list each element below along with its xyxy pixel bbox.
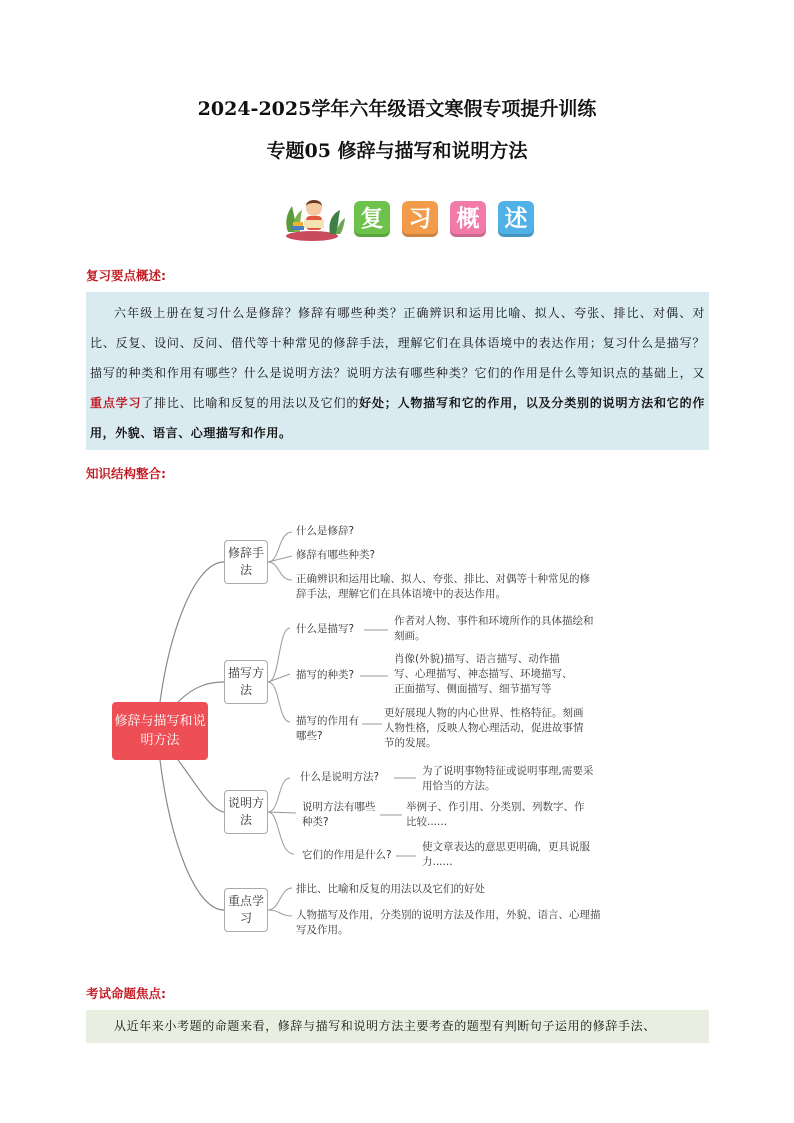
focus-item-2: 人物描写及作用，分类别的说明方法及作用，外貌、语言、心理描写及作用。 (296, 909, 601, 936)
explanation-a2: 举例子、作引用、分类别、列数字、作比较...... (406, 801, 585, 828)
branch-rhetoric: 修辞手法 (224, 540, 268, 584)
tile-fu: 复 (354, 201, 390, 237)
rhetoric-item-3: 正确辨识和运用比喻、拟人、夸张、排比、对偶等十种常见的修辞手法，理解它们在具体语境中的表达作用。 (296, 573, 590, 600)
focus-item-1: 排比、比喻和反复的用法以及它们的好处 (296, 883, 485, 895)
description-q2: 描写的种类? (296, 669, 355, 681)
mindmap-root: 修辞与描写和说明方法 (112, 702, 208, 760)
summary-bold-2: 人物描写 (397, 396, 449, 410)
explanation-q2: 说明方法有哪些种类? (302, 801, 376, 828)
summary-text-3: ； (384, 396, 398, 410)
explanation-a1: 为了说明事物特征或说明事理,需要采用恰当的方法。 (422, 765, 594, 792)
branch-focus: 重点学习 (224, 888, 268, 932)
review-summary-paragraph (90, 298, 705, 448)
tile-shu: 述 (498, 201, 534, 237)
tile-gai: 概 (450, 201, 486, 237)
summary-bold-1: 好处 (359, 396, 385, 410)
exam-focus-text: 从近年来小考题的命题来看，修辞与描写和说明方法主要考查的题型有判断句子运用的修辞手法、 (114, 1019, 656, 1033)
summary-text-5: 的说明方法和它的作用，外貌、语言、心理描写和作用。 (90, 396, 705, 440)
description-a3: 更好展现人物的内心世界、性格特征。刻画人物性格，反映人物心理活动，促进故事情节的发展。 (384, 707, 584, 749)
description-a1: 作者对人物、事件和环境所作的具体描绘和刻画。 (394, 615, 594, 642)
rhetoric-item-2: 修辞有哪些种类? (296, 549, 376, 561)
review-summary-box (86, 292, 709, 450)
description-a2: 肖像(外貌)描写、语言描写、动作描写、心理描写、神态描写、环境描写、正面描写、侧面描写、细节描写等 (394, 653, 573, 695)
review-banner (282, 192, 542, 242)
document-subtitle: 专题05 修辞与描写和说明方法 (266, 140, 528, 162)
branch-description: 描写方法 (224, 660, 268, 704)
tile-xi: 习 (402, 201, 438, 237)
document-title: 2024-2025学年六年级语文寒假专项提升训练 (197, 98, 597, 120)
description-q3: 描写的作用有哪些? (296, 715, 359, 742)
explanation-a3: 使文章表达的意思更明确，更具说服力...... (422, 841, 590, 868)
section-review-label: 复习要点概述: (86, 268, 166, 283)
summary-text-2: 了排比、比喻和反复的用法以及它们的 (141, 396, 360, 410)
summary-bold-3: 分类别 (551, 396, 590, 410)
summary-highlight: 重点学习 (90, 396, 142, 410)
rhetoric-item-1: 什么是修辞? (296, 525, 355, 537)
summary-text-4: 和它的作用，以及 (448, 396, 552, 410)
explanation-q1: 什么是说明方法? (300, 771, 380, 783)
summary-text-1: 六年级上册在复习什么是修辞？修辞有哪些种类？正确辨识和运用比喻、拟人、夸张、排比、对偶、对比、反复、设问、反问、借代等十种常见的修辞手法，理解它们在具体语境中的表达作用；复习什么是描写？描写的种类和作用有哪些？什么是说明方法？说明方法有哪些种类？它们的作用是什么等知识点的基础上，又 (90, 306, 705, 380)
description-q1: 什么是描写? (296, 623, 355, 635)
branch-explanation: 说明方法 (224, 790, 268, 834)
section-structure-label: 知识结构整合: (86, 466, 166, 481)
reading-girl-illustration (282, 192, 346, 242)
exam-focus-box (86, 1010, 709, 1043)
explanation-q3: 它们的作用是什么? (302, 849, 392, 861)
section-exam-focus-label: 考试命题焦点: (86, 986, 166, 1001)
knowledge-mindmap (100, 510, 660, 950)
